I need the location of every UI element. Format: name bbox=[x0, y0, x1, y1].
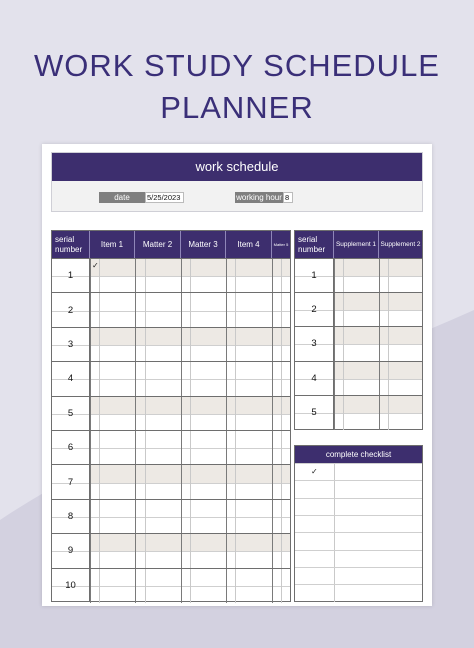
column-line bbox=[379, 259, 380, 293]
column-subline bbox=[235, 500, 236, 534]
column-line bbox=[226, 259, 227, 293]
column-line bbox=[181, 328, 182, 362]
column-subline bbox=[388, 259, 389, 293]
column-line bbox=[135, 293, 136, 327]
column-subline bbox=[99, 569, 100, 603]
column-subline bbox=[145, 465, 146, 499]
column-subline bbox=[190, 293, 191, 327]
column-line bbox=[90, 534, 91, 568]
supplement-serial-cell: 1 bbox=[295, 259, 334, 292]
row-shade bbox=[334, 396, 422, 413]
column-subline bbox=[281, 397, 282, 431]
column-subline bbox=[235, 397, 236, 431]
column-subline bbox=[235, 293, 236, 327]
column-subline bbox=[281, 569, 282, 603]
checklist-row bbox=[295, 498, 422, 515]
serial-number-cell: 3 bbox=[52, 328, 90, 361]
table-row bbox=[295, 292, 422, 326]
complete-checklist bbox=[294, 445, 423, 602]
column-line bbox=[272, 569, 273, 603]
column-subline bbox=[281, 362, 282, 396]
header-matter-2: Matter 2 bbox=[135, 231, 181, 258]
column-subline bbox=[281, 328, 282, 362]
column-subline bbox=[190, 259, 191, 293]
column-line bbox=[135, 397, 136, 431]
serial-number-cell: 6 bbox=[52, 431, 90, 464]
column-line bbox=[226, 465, 227, 499]
column-subline bbox=[343, 293, 344, 327]
column-subline bbox=[343, 396, 344, 430]
column-line bbox=[272, 431, 273, 465]
serial-number-cell: 9 bbox=[52, 534, 90, 567]
column-line bbox=[90, 569, 91, 603]
checklist-row bbox=[295, 532, 422, 549]
page-title-line-1: WORK STUDY SCHEDULE bbox=[34, 48, 440, 83]
column-subline bbox=[99, 362, 100, 396]
header-serial-number: serial number bbox=[52, 231, 90, 258]
column-subline bbox=[99, 465, 100, 499]
column-line bbox=[90, 362, 91, 396]
working-hour-label: working hour bbox=[236, 193, 282, 202]
column-subline bbox=[235, 431, 236, 465]
supplement-serial-cell: 3 bbox=[295, 327, 334, 360]
column-subline bbox=[388, 293, 389, 327]
column-subline bbox=[190, 500, 191, 534]
column-line bbox=[181, 569, 182, 603]
supplement-serial-cell: 2 bbox=[295, 293, 334, 326]
checklist-row bbox=[295, 567, 422, 584]
checklist-column-line bbox=[334, 481, 335, 498]
column-subline bbox=[190, 328, 191, 362]
column-subline bbox=[281, 534, 282, 568]
column-subline bbox=[99, 431, 100, 465]
table-row bbox=[295, 361, 422, 395]
checklist-column-line bbox=[334, 585, 335, 602]
check-mark[interactable]: ✓ bbox=[92, 261, 99, 270]
table-row bbox=[295, 326, 422, 360]
column-subline bbox=[145, 431, 146, 465]
checklist-column-line bbox=[334, 551, 335, 568]
column-line bbox=[226, 569, 227, 603]
row-shade bbox=[334, 293, 422, 310]
header-supplement-2: Supplement 2 bbox=[379, 231, 422, 258]
supplement-serial-cell: 4 bbox=[295, 362, 334, 395]
column-line bbox=[135, 500, 136, 534]
checklist-row bbox=[295, 550, 422, 567]
column-line bbox=[181, 534, 182, 568]
column-line bbox=[272, 259, 273, 293]
column-line bbox=[334, 362, 335, 396]
table-row bbox=[52, 464, 290, 498]
column-subline bbox=[235, 362, 236, 396]
column-subline bbox=[388, 362, 389, 396]
column-line bbox=[272, 328, 273, 362]
checklist-row bbox=[295, 480, 422, 497]
column-subline bbox=[145, 569, 146, 603]
column-line bbox=[135, 569, 136, 603]
column-subline bbox=[388, 327, 389, 361]
column-line bbox=[226, 362, 227, 396]
column-line bbox=[135, 431, 136, 465]
column-line bbox=[379, 396, 380, 430]
column-line bbox=[226, 431, 227, 465]
column-line bbox=[226, 293, 227, 327]
column-line bbox=[90, 431, 91, 465]
column-subline bbox=[235, 328, 236, 362]
planner-sheet bbox=[42, 144, 432, 606]
table-row bbox=[52, 499, 290, 533]
column-line bbox=[226, 328, 227, 362]
serial-number-cell: 8 bbox=[52, 500, 90, 533]
checklist-row bbox=[295, 515, 422, 532]
column-subline bbox=[235, 259, 236, 293]
serial-number-cell: 10 bbox=[52, 569, 90, 602]
column-subline bbox=[145, 362, 146, 396]
column-line bbox=[135, 534, 136, 568]
table-row bbox=[52, 327, 290, 361]
checklist-column-line bbox=[334, 533, 335, 550]
column-subline bbox=[99, 534, 100, 568]
column-line bbox=[334, 327, 335, 361]
checklist-column-line bbox=[334, 516, 335, 533]
table-row bbox=[52, 533, 290, 567]
row-shade bbox=[334, 362, 422, 379]
column-subline bbox=[235, 534, 236, 568]
supplement-table bbox=[294, 230, 423, 430]
table-row bbox=[52, 292, 290, 326]
column-line bbox=[181, 293, 182, 327]
column-subline bbox=[99, 293, 100, 327]
column-line bbox=[90, 328, 91, 362]
column-line bbox=[135, 328, 136, 362]
column-subline bbox=[145, 534, 146, 568]
supplement-header-serial-number: serial number bbox=[295, 231, 334, 258]
column-line bbox=[90, 500, 91, 534]
column-line bbox=[334, 293, 335, 327]
column-line bbox=[272, 534, 273, 568]
table-row bbox=[52, 258, 290, 292]
column-subline bbox=[343, 362, 344, 396]
column-subline bbox=[388, 396, 389, 430]
column-subline bbox=[190, 534, 191, 568]
column-line bbox=[135, 259, 136, 293]
work-schedule-box bbox=[51, 152, 423, 212]
column-subline bbox=[281, 293, 282, 327]
serial-number-cell: 2 bbox=[52, 293, 90, 326]
column-line bbox=[379, 293, 380, 327]
table-row bbox=[52, 568, 290, 602]
table-row bbox=[52, 361, 290, 395]
working-hour-field[interactable]: 8 bbox=[283, 192, 293, 203]
column-subline bbox=[99, 259, 100, 293]
column-subline bbox=[281, 431, 282, 465]
checklist-title: complete checklist bbox=[295, 446, 422, 463]
main-schedule-table bbox=[51, 230, 291, 602]
check-mark[interactable]: ✓ bbox=[311, 467, 318, 476]
column-subline bbox=[235, 465, 236, 499]
work-schedule-title: work schedule bbox=[52, 153, 422, 181]
table-row bbox=[52, 430, 290, 464]
column-line bbox=[226, 500, 227, 534]
header-matter-3: Matter 3 bbox=[181, 231, 226, 258]
checklist-column-line bbox=[334, 464, 335, 481]
column-line bbox=[90, 397, 91, 431]
table-row bbox=[295, 258, 422, 292]
column-subline bbox=[190, 465, 191, 499]
column-subline bbox=[343, 259, 344, 293]
column-line bbox=[181, 397, 182, 431]
column-subline bbox=[145, 259, 146, 293]
row-shade bbox=[334, 259, 422, 276]
serial-number-cell: 1 bbox=[52, 259, 90, 292]
column-line bbox=[181, 259, 182, 293]
checklist-column-line bbox=[334, 499, 335, 516]
column-line bbox=[272, 362, 273, 396]
table-row bbox=[295, 395, 422, 429]
column-line bbox=[181, 500, 182, 534]
column-line bbox=[272, 397, 273, 431]
column-line bbox=[135, 465, 136, 499]
column-subline bbox=[190, 362, 191, 396]
column-subline bbox=[281, 259, 282, 293]
serial-number-cell: 4 bbox=[52, 362, 90, 395]
column-line bbox=[272, 465, 273, 499]
column-line bbox=[90, 465, 91, 499]
column-subline bbox=[281, 500, 282, 534]
column-line bbox=[90, 259, 91, 293]
column-subline bbox=[190, 431, 191, 465]
column-subline bbox=[235, 569, 236, 603]
column-line bbox=[334, 396, 335, 430]
supplement-serial-cell: 5 bbox=[295, 396, 334, 429]
column-subline bbox=[99, 500, 100, 534]
checklist-row bbox=[295, 584, 422, 601]
header-supplement-1: Supplement 1 bbox=[334, 231, 379, 258]
header-matter-5: Matter 5 bbox=[272, 231, 290, 258]
header-item-4: Item 4 bbox=[226, 231, 272, 258]
column-line bbox=[379, 327, 380, 361]
column-line bbox=[272, 293, 273, 327]
column-line bbox=[334, 259, 335, 293]
column-subline bbox=[190, 569, 191, 603]
column-subline bbox=[145, 397, 146, 431]
column-line bbox=[90, 293, 91, 327]
column-line bbox=[181, 362, 182, 396]
row-shade bbox=[334, 327, 422, 344]
column-line bbox=[181, 465, 182, 499]
column-subline bbox=[343, 327, 344, 361]
checklist-row bbox=[295, 463, 422, 480]
column-subline bbox=[99, 397, 100, 431]
column-line bbox=[181, 431, 182, 465]
date-field[interactable]: 5/25/2023 bbox=[145, 192, 184, 203]
serial-number-cell: 7 bbox=[52, 465, 90, 498]
column-line bbox=[379, 362, 380, 396]
page-title-line-2: PLANNER bbox=[160, 90, 314, 125]
column-subline bbox=[99, 328, 100, 362]
column-line bbox=[226, 397, 227, 431]
date-label: date bbox=[99, 192, 145, 203]
serial-number-cell: 5 bbox=[52, 397, 90, 430]
column-subline bbox=[145, 328, 146, 362]
column-line bbox=[135, 362, 136, 396]
column-subline bbox=[190, 397, 191, 431]
checklist-column-line bbox=[334, 568, 335, 585]
table-row bbox=[52, 396, 290, 430]
column-subline bbox=[281, 465, 282, 499]
column-subline bbox=[145, 293, 146, 327]
column-line bbox=[226, 534, 227, 568]
header-item-1: Item 1 bbox=[90, 231, 135, 258]
column-line bbox=[272, 500, 273, 534]
column-subline bbox=[145, 500, 146, 534]
